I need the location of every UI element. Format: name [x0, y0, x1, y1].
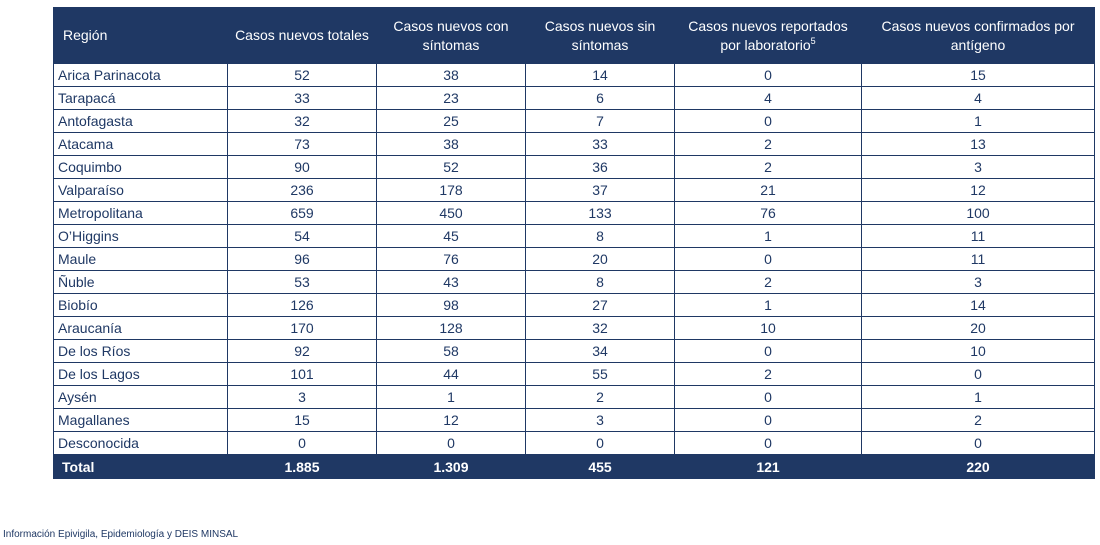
table-cell: 14 [526, 64, 675, 87]
table-cell: 33 [228, 87, 377, 110]
table-cell: 44 [377, 363, 526, 386]
table-cell: 92 [228, 340, 377, 363]
region-name: Desconocida [54, 432, 228, 455]
table-cell: 126 [228, 294, 377, 317]
region-name: O’Higgins [54, 225, 228, 248]
table-row [54, 133, 1095, 156]
table-cell: 101 [228, 363, 377, 386]
table-row [54, 294, 1095, 317]
table-cell: 4 [862, 87, 1095, 110]
table-cell: 178 [377, 179, 526, 202]
header-total: Casos nuevos totales [228, 8, 377, 64]
table-cell: 12 [377, 409, 526, 432]
table-row [54, 248, 1095, 271]
table-cell: 7 [526, 110, 675, 133]
region-name: Tarapacá [54, 87, 228, 110]
table-cell: 8 [526, 271, 675, 294]
source-note: Información Epivigila, Epidemiología y DEIS MINSAL [3, 529, 239, 540]
table-cell: 33 [526, 133, 675, 156]
table-cell: 53 [228, 271, 377, 294]
table-cell: 2 [675, 156, 862, 179]
table-cell: 11 [862, 248, 1095, 271]
table-cell: 23 [377, 87, 526, 110]
total-cell: 220 [862, 455, 1095, 479]
table-cell: 32 [526, 317, 675, 340]
table-cell: 96 [228, 248, 377, 271]
total-cell: 455 [526, 455, 675, 479]
table-cell: 3 [526, 409, 675, 432]
table-row [54, 64, 1095, 87]
table-cell: 10 [862, 340, 1095, 363]
table-cell: 12 [862, 179, 1095, 202]
table-cell: 2 [675, 133, 862, 156]
table-cell: 38 [377, 64, 526, 87]
table-cell: 0 [377, 432, 526, 455]
table-cell: 37 [526, 179, 675, 202]
region-name: Maule [54, 248, 228, 271]
header-sintomas: Casos nuevos con síntomas [377, 8, 526, 64]
table-cell: 10 [675, 317, 862, 340]
table-cell: 20 [862, 317, 1095, 340]
table-cell: 4 [675, 87, 862, 110]
total-cell: 1.309 [377, 455, 526, 479]
table-cell: 20 [526, 248, 675, 271]
table-cell: 133 [526, 202, 675, 225]
table-cell: 36 [526, 156, 675, 179]
table-cell: 15 [862, 64, 1095, 87]
table-cell: 55 [526, 363, 675, 386]
table-cell: 0 [675, 432, 862, 455]
table-cell: 659 [228, 202, 377, 225]
table-cell: 76 [675, 202, 862, 225]
table-row [54, 110, 1095, 133]
header-region: Región [54, 8, 228, 64]
table-cell: 128 [377, 317, 526, 340]
table-cell: 34 [526, 340, 675, 363]
table-cell: 2 [675, 363, 862, 386]
header-laboratorio [675, 8, 862, 64]
table-cell: 0 [675, 248, 862, 271]
table-cell: 0 [675, 340, 862, 363]
region-name: Aysén [54, 386, 228, 409]
table-row [54, 409, 1095, 432]
table-cell: 0 [862, 363, 1095, 386]
table-cell: 1 [862, 110, 1095, 133]
table-cell: 3 [228, 386, 377, 409]
total-cell: 121 [675, 455, 862, 479]
table-cell: 2 [526, 386, 675, 409]
region-name: Ñuble [54, 271, 228, 294]
table-cell: 25 [377, 110, 526, 133]
table-row [54, 156, 1095, 179]
table-cell: 1 [862, 386, 1095, 409]
table-row [54, 340, 1095, 363]
table-cell: 0 [228, 432, 377, 455]
region-name: De los Lagos [54, 363, 228, 386]
table-cell: 0 [675, 386, 862, 409]
table-cell: 21 [675, 179, 862, 202]
table-row [54, 386, 1095, 409]
table-cell: 450 [377, 202, 526, 225]
table-cell: 2 [675, 271, 862, 294]
table-row [54, 271, 1095, 294]
table-row [54, 317, 1095, 340]
table-cell: 11 [862, 225, 1095, 248]
table-row [54, 87, 1095, 110]
table-cell: 0 [675, 409, 862, 432]
table-cell: 58 [377, 340, 526, 363]
table-cell: 6 [526, 87, 675, 110]
region-name: Arica Parinacota [54, 64, 228, 87]
table-cell: 0 [526, 432, 675, 455]
total-label: Total [54, 455, 228, 479]
table-row [54, 363, 1095, 386]
table-cell: 43 [377, 271, 526, 294]
table-row [54, 202, 1095, 225]
region-name: Biobío [54, 294, 228, 317]
region-name: Valparaíso [54, 179, 228, 202]
total-row [54, 455, 1095, 479]
table-cell: 54 [228, 225, 377, 248]
table-cell: 8 [526, 225, 675, 248]
table-cell: 76 [377, 248, 526, 271]
region-name: Magallanes [54, 409, 228, 432]
table-cell: 2 [862, 409, 1095, 432]
table-cell: 0 [862, 432, 1095, 455]
table-cell: 236 [228, 179, 377, 202]
table-cell: 1 [377, 386, 526, 409]
table-cell: 0 [675, 110, 862, 133]
table-row [54, 179, 1095, 202]
total-cell: 1.885 [228, 455, 377, 479]
table-cell: 1 [675, 294, 862, 317]
region-name: Coquimbo [54, 156, 228, 179]
header-row [54, 8, 1095, 64]
table-cell: 90 [228, 156, 377, 179]
table-row [54, 225, 1095, 248]
table-cell: 45 [377, 225, 526, 248]
region-name: Araucanía [54, 317, 228, 340]
header-antigeno: Casos nuevos confirmados por antígeno [862, 8, 1095, 64]
table-cell: 0 [675, 64, 862, 87]
cases-table [53, 7, 1095, 479]
header-laboratorio-label: Casos nuevos reportados por laboratorio [688, 17, 848, 53]
table-cell: 52 [377, 156, 526, 179]
header-sin-sintomas: Casos nuevos sin síntomas [526, 8, 675, 64]
table-cell: 14 [862, 294, 1095, 317]
table-cell: 98 [377, 294, 526, 317]
region-name: Atacama [54, 133, 228, 156]
table-cell: 32 [228, 110, 377, 133]
table-cell: 100 [862, 202, 1095, 225]
table-cell: 3 [862, 271, 1095, 294]
table-cell: 3 [862, 156, 1095, 179]
table-cell: 52 [228, 64, 377, 87]
table-cell: 73 [228, 133, 377, 156]
table-cell: 38 [377, 133, 526, 156]
region-name: Antofagasta [54, 110, 228, 133]
footnote-marker: 5 [810, 35, 816, 46]
region-name: Metropolitana [54, 202, 228, 225]
table-row [54, 432, 1095, 455]
table-cell: 13 [862, 133, 1095, 156]
table-cell: 27 [526, 294, 675, 317]
table-cell: 1 [675, 225, 862, 248]
table-cell: 15 [228, 409, 377, 432]
region-name: De los Ríos [54, 340, 228, 363]
table-cell: 170 [228, 317, 377, 340]
